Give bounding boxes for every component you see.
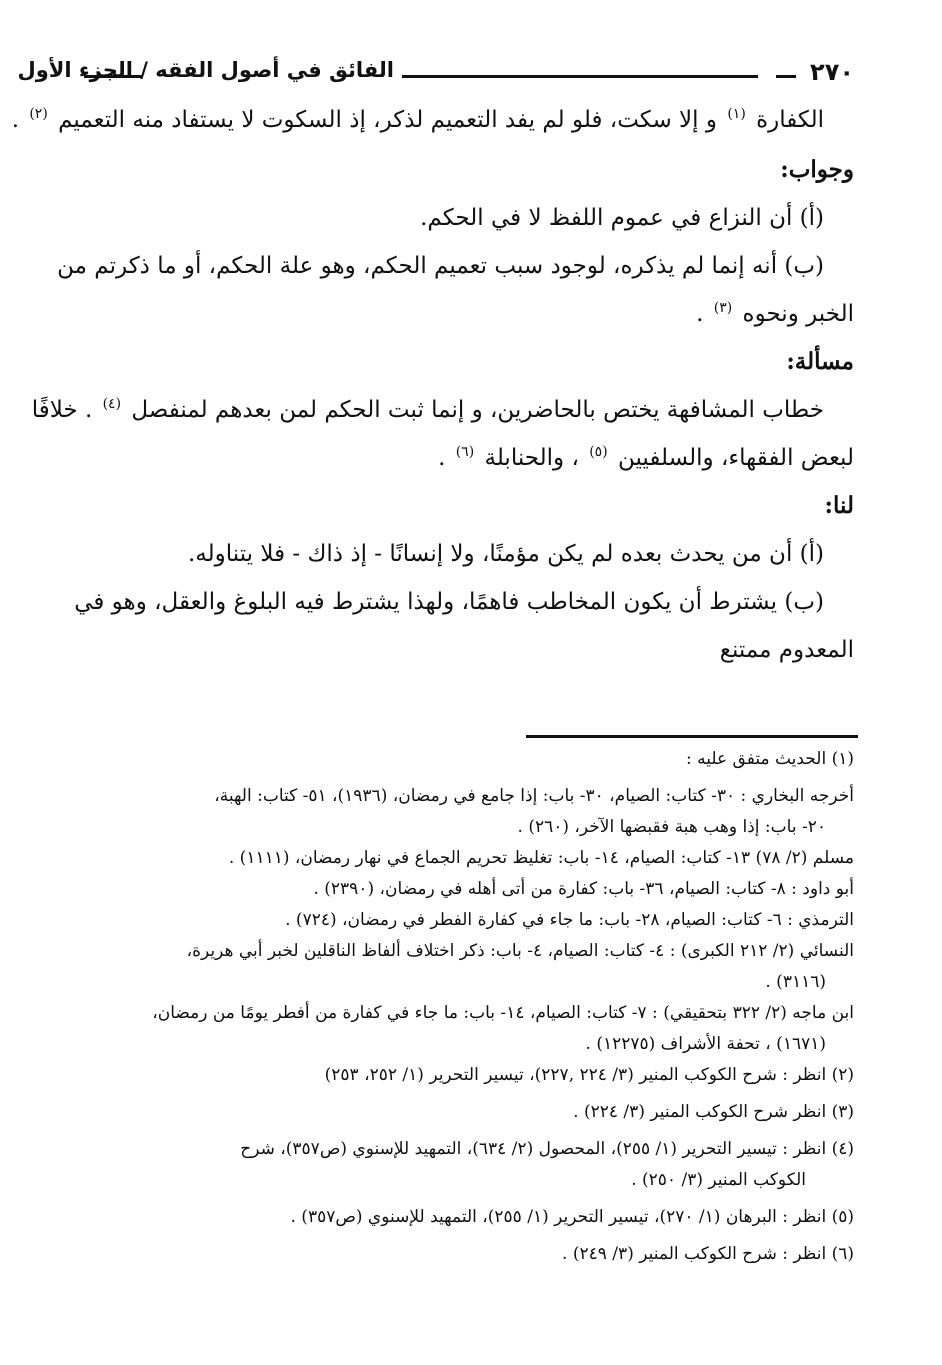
footnote-line: (٤) انظر : تيسير التحرير (١/ ٢٥٥)، المحصول (٢/ ٦٣٤)، التمهيد للإسنوي (ص٣٥٧)، شرح — [240, 1139, 854, 1159]
page-number: ٢٧٠ — [810, 58, 854, 86]
text-line — [11, 96, 854, 144]
main-text — [11, 96, 854, 674]
text-segment: . — [11, 107, 19, 133]
footnotes — [84, 744, 854, 1270]
section-heading: وجواب: — [780, 156, 854, 183]
footnote-line: (٣١١٦) . — [765, 972, 826, 992]
text-line: (ب) يشترط أن يكون المخاطب فاهمًا، ولهذا يشترط فيه البلوغ والعقل، وهو في — [74, 589, 824, 615]
footnote-line: مسلم (٢/ ٧٨) ١٣- كتاب: الصيام، ١٤- باب: تغليظ تحريم الجماع في نهار رمضان، (١١١١) . — [228, 848, 854, 868]
footnote-line: ٢٠- باب: إذا وهب هبة فقبضها الآخر، (٢٦٠) . — [517, 817, 826, 837]
text-segment: الكفارة — [756, 107, 824, 133]
footnote-marker: (٥) — [589, 444, 608, 461]
section-heading: مسألة: — [786, 348, 854, 375]
text-line: (أ) أن من يحدث بعده لم يكن مؤمنًا، ولا إنسانًا - إذ ذاك - فلا يتناوله. — [187, 541, 824, 567]
header-rule — [776, 75, 796, 78]
footnote-line: ابن ماجه (٢/ ٣٢٢ بتحقيقي) : ٧- كتاب: الصيام، ١٤- باب: ما جاء في كفارة من أفطر يومًا من رمضان، — [152, 1003, 854, 1023]
footnote-line: أخرجه البخاري : ٣٠- كتاب: الصيام، ٣٠- باب: إذا جامع في رمضان، (١٩٣٦)، ٥١- كتاب: الهبة، — [214, 786, 854, 806]
text-line: المعدوم ممتنع — [719, 637, 854, 663]
text-segment: . — [438, 445, 446, 471]
text-line: (ب) أنه إنما لم يذكره، لوجود سبب تعميم الحكم، وهو علة الحكم، أو ما ذكرتم من — [57, 253, 824, 279]
footnote-line: (٥) انظر : البرهان (١/ ٢٧٠)، تيسير التحرير (١/ ٢٥٥)، التمهيد للإسنوي (ص٣٥٧) . — [290, 1207, 854, 1227]
text-segment: . خلافًا — [31, 397, 93, 423]
footnote-marker: (٦) — [455, 444, 475, 461]
text-line — [31, 386, 854, 434]
footnote-marker: (٢) — [29, 106, 48, 123]
footnote-line: (٢) انظر : شرح الكوكب المنير (٣/ ٢٢٤ ,٢٢٧)، تيسير التحرير (١/ ٢٥٢، ٢٥٣) — [324, 1065, 854, 1085]
text-line: (أ) أن النزاع في عموم اللفظ لا في الحكم. — [420, 205, 824, 231]
section-heading: لنا: — [824, 492, 854, 519]
text-segment: . — [696, 301, 704, 327]
footnote-line: (٣) انظر شرح الكوكب المنير (٣/ ٢٢٤) . — [573, 1102, 854, 1122]
footnote-line: الترمذي : ٦- كتاب: الصيام، ٢٨- باب: ما جاء في كفارة الفطر في رمضان، (٧٢٤) . — [285, 910, 854, 930]
footnote-line: (٦) انظر : شرح الكوكب المنير (٣/ ٢٤٩) . — [562, 1244, 854, 1264]
footnote-line: النسائي (٢/ ٢١٢ الكبرى) : ٤- كتاب: الصيام، ٤- باب: ذكر اختلاف ألفاظ الناقلين لخبر أبي هريرة، — [186, 941, 854, 961]
text-line — [84, 290, 854, 338]
footnote-line: أبو داود : ٨- كتاب: الصيام، ٣٦- باب: كفارة من أتى أهله في رمضان، (٢٣٩٠) . — [313, 879, 854, 899]
text-segment: لبعض الفقهاء، والسلفيين — [617, 445, 854, 471]
text-segment: الخبر ونحوه — [742, 301, 854, 327]
footnote-separator — [526, 735, 858, 738]
header-rule — [84, 75, 142, 78]
footnote-line: (١) الحديث متفق عليه : — [685, 749, 854, 769]
footnote-marker: (٤) — [102, 396, 122, 413]
running-title: الفائق في أصول الفقه / الجزء الأول — [17, 58, 394, 82]
header-rule — [402, 75, 758, 78]
text-segment: و إلا سكت، فلو لم يفد التعميم لذكر، إذ السكوت لا يستفاد منه التعميم — [58, 107, 717, 133]
text-segment: خطاب المشافهة يختص بالحاضرين، و إنما ثبت الحكم لمن بعدهم لمنفصل — [131, 397, 824, 423]
footnote-marker: (٣) — [713, 300, 733, 317]
text-line — [84, 434, 854, 482]
footnote-line: الكوكب المنير (٣/ ٢٥٠) . — [631, 1170, 806, 1190]
footnote-marker: (١) — [727, 106, 746, 123]
text-segment: ، والحنابلة — [484, 445, 579, 471]
footnote-line: (١٦٧١) ، تحفة الأشراف (١٢٢٧٥) . — [585, 1034, 826, 1054]
running-header — [17, 58, 854, 94]
